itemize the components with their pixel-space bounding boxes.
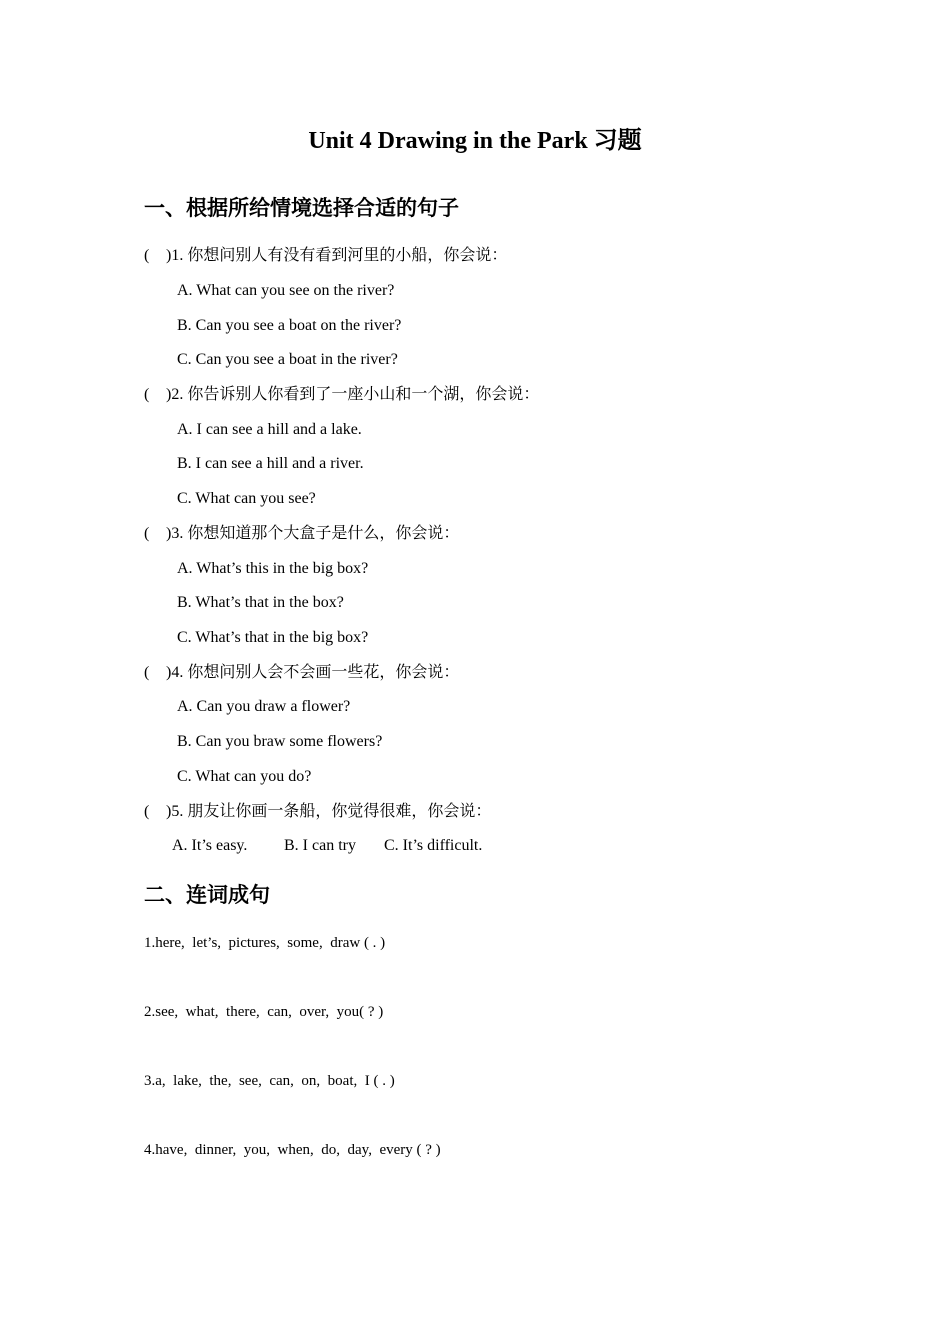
options-row-5	[172, 835, 482, 857]
section-1-heading: 一、根据所给情境选择合适的句子	[144, 196, 459, 220]
option-1c: C. Can you see a boat in the river?	[177, 351, 398, 368]
question-5	[144, 801, 491, 823]
option-2b: B. I can see a hill and a river.	[177, 455, 364, 472]
answer-blank[interactable]: (	[144, 386, 150, 403]
option-3c: C. What’s that in the big box?	[177, 629, 369, 646]
scramble-item-1: 1.here, let’s, pictures, some, draw ( . )	[144, 935, 386, 951]
question-text: )3. 你想知道那个大盒子是什么，你会说：	[166, 525, 460, 542]
option-2a: A. I can see a hill and a lake.	[177, 421, 362, 438]
question-2	[144, 384, 539, 406]
option-4c: C. What can you do?	[177, 768, 312, 785]
question-text: )1. 你想问别人有没有看到河里的小船，你会说：	[166, 247, 508, 264]
option-1a: A. What can you see on the river?	[177, 282, 395, 299]
option-5b: B. I can try	[284, 837, 356, 854]
question-4	[144, 662, 459, 684]
option-5a: A. It’s easy.	[172, 837, 248, 854]
scramble-item-3: 3.a, lake, the, see, can, on, boat, I ( . )	[144, 1073, 395, 1089]
question-text: )4. 你想问别人会不会画一些花，你会说：	[166, 664, 460, 681]
page-title: Unit 4 Drawing in the Park 习题	[308, 128, 642, 154]
answer-blank[interactable]: (	[144, 803, 150, 820]
scramble-item-4: 4.have, dinner, you, when, do, day, every ( ? )	[144, 1142, 441, 1158]
answer-blank[interactable]: (	[144, 664, 150, 681]
option-5c: C. It’s difficult.	[384, 837, 483, 854]
option-4b: B. Can you braw some flowers?	[177, 733, 383, 750]
question-1	[144, 245, 507, 267]
question-text: )5. 朋友让你画一条船，你觉得很难，你会说：	[166, 803, 492, 820]
option-2c: C. What can you see?	[177, 490, 316, 507]
question-text: )2. 你告诉别人你看到了一座小山和一个湖，你会说：	[166, 386, 540, 403]
option-3a: A. What’s this in the big box?	[177, 560, 369, 577]
option-1b: B. Can you see a boat on the river?	[177, 317, 402, 334]
question-3	[144, 523, 459, 545]
answer-blank[interactable]: (	[144, 525, 150, 542]
option-3b: B. What’s that in the box?	[177, 594, 344, 611]
answer-blank[interactable]: (	[144, 247, 150, 264]
scramble-item-2: 2.see, what, there, can, over, you( ? )	[144, 1004, 384, 1020]
section-2-heading: 二、连词成句	[144, 883, 270, 907]
option-4a: A. Can you draw a flower?	[177, 698, 351, 715]
